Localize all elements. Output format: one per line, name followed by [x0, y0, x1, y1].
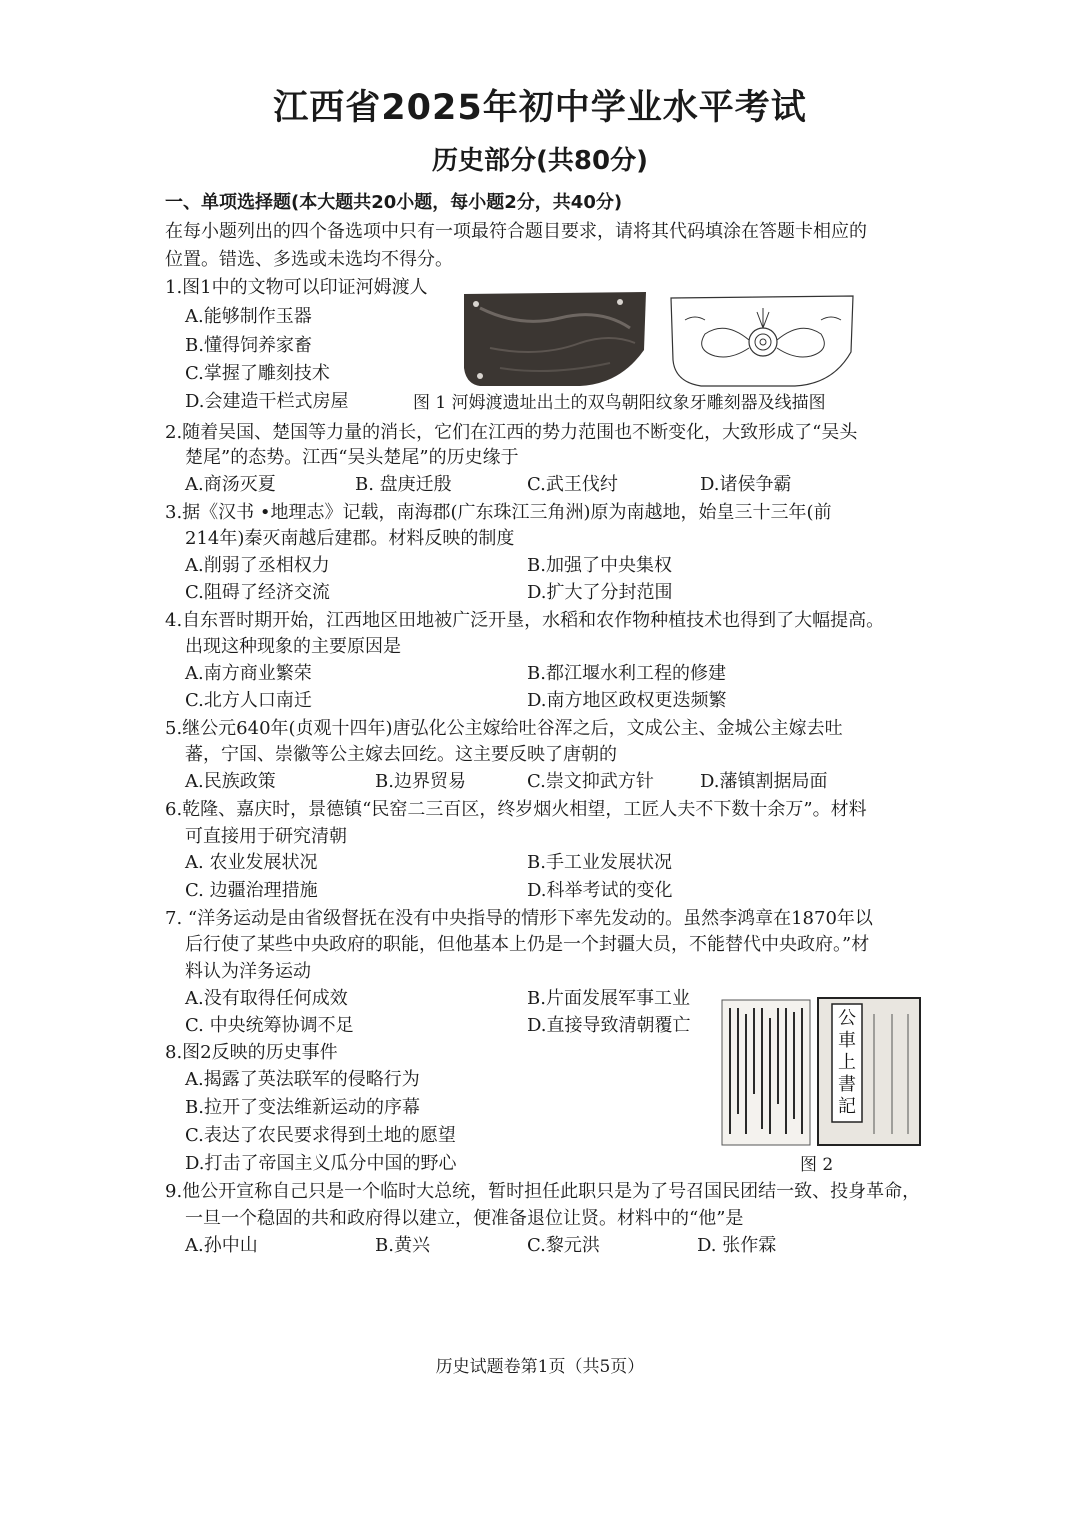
question-2-option-d: D.诸侯争霸 — [700, 474, 792, 495]
book-cover-title-char-4: 書 — [838, 1074, 856, 1095]
question-2-option-b: B. 盘庚迁殷 — [355, 474, 452, 495]
question-9-stem-line-1: 9.他公开宣称自己只是一个临时大总统，暂时担任此职只是为了号召国民团结一致、投身革命， — [165, 1181, 921, 1202]
question-5-option-b: B.边界贸易 — [375, 771, 466, 792]
question-7-stem-line-2: 后行使了某些中央政府的职能，但他基本上仍是一个封疆大员，不能替代中央政府。”材 — [185, 934, 870, 955]
question-9-stem-line-2: 一旦一个稳固的共和政府得以建立，便准备退位让贤。材料中的“他”是 — [185, 1208, 744, 1229]
question-8-option-a: A.揭露了英法联军的侵略行为 — [185, 1069, 420, 1090]
book-cover-title-char-5: 記 — [838, 1096, 856, 1117]
question-7-option-a: A.没有取得任何成效 — [185, 988, 348, 1009]
question-2-option-a: A.商汤灭夏 — [185, 474, 276, 495]
question-8-option-b: B.拉开了变法维新运动的序幕 — [185, 1097, 420, 1118]
memorial-book-image — [714, 994, 924, 1149]
question-6-option-c: C. 边疆治理措施 — [185, 880, 318, 901]
book-cover-title-char-1: 公 — [838, 1008, 856, 1029]
question-7-option-b: B.片面发展军事工业 — [527, 988, 690, 1009]
question-3-stem-line-1: 3.据《汉书 •地理志》记载，南海郡(广东珠江三角洲)原为南越地，始皇三十三年(前 — [165, 502, 832, 523]
question-3-option-d: D.扩大了分封范围 — [527, 582, 673, 603]
exam-subtitle: 历史部分(共80分) — [432, 146, 648, 176]
question-6-option-a: A. 农业发展状况 — [185, 852, 318, 873]
question-4-option-d: D.南方地区政权更迭频繁 — [527, 690, 727, 711]
question-6-option-d: D.科举考试的变化 — [527, 880, 673, 901]
book-cover-title-char-3: 上 — [838, 1052, 856, 1073]
question-9-option-b: B.黄兴 — [375, 1235, 430, 1256]
question-3-option-c: C.阻碍了经济交流 — [185, 582, 330, 603]
question-4-stem-line-1: 4.自东晋时期开始，江西地区田地被广泛开垦，水稻和农作物种植技术也得到了大幅提高。 — [165, 610, 885, 631]
question-9-option-a: A.孙中山 — [185, 1235, 258, 1256]
ivory-carving-photo — [460, 288, 650, 388]
question-8-stem: 8.图2反映的历史事件 — [165, 1042, 338, 1063]
page-footer: 历史试题卷第1页（共5页） — [435, 1357, 645, 1377]
question-8-option-c: C.表达了农民要求得到土地的愿望 — [185, 1125, 456, 1146]
section-heading: 一、单项选择题(本大题共20小题，每小题2分，共40分) — [165, 192, 623, 213]
question-4-option-a: A.南方商业繁荣 — [185, 663, 312, 684]
question-5-option-a: A.民族政策 — [185, 771, 276, 792]
question-1-option-c: C.掌握了雕刻技术 — [185, 363, 330, 384]
question-2-option-c: C.武王伐纣 — [527, 474, 618, 495]
question-5-option-d: D.藩镇割据局面 — [700, 771, 828, 792]
figure-1-caption: 图 1 河姆渡遗址出土的双鸟朝阳纹象牙雕刻器及线描图 — [413, 393, 826, 413]
question-5-option-c: C.崇文抑武方针 — [527, 771, 654, 792]
ivory-carving-line-drawing — [665, 290, 860, 388]
question-3-stem-line-2: 214年)秦灭南越后建郡。材料反映的制度 — [185, 528, 515, 549]
question-9-option-d: D. 张作霖 — [697, 1235, 777, 1256]
question-7-stem-line-1: 7. “洋务运动是由省级督抚在没有中央指导的情形下率先发动的。虽然李鸿章在1870年以 — [165, 908, 873, 929]
question-7-stem-line-3: 料认为洋务运动 — [185, 961, 311, 982]
book-cover-title-char-2: 車 — [838, 1030, 856, 1051]
question-5-stem-line-2: 蕃，宁国、崇徽等公主嫁去回纥。这主要反映了唐朝的 — [185, 744, 617, 765]
instructions-line-1: 在每小题列出的四个备选项中只有一项最符合题目要求，请将其代码填涂在答题卡相应的 — [165, 221, 867, 242]
question-4-option-b: B.都江堰水利工程的修建 — [527, 663, 726, 684]
question-2-stem-line-1: 2.随着吴国、楚国等力量的消长，它们在江西的势力范围也不断变化，大致形成了“吴头 — [165, 422, 858, 443]
question-7-option-c: C. 中央统筹协调不足 — [185, 1015, 354, 1036]
question-2-stem-line-2: 楚尾”的态势。江西“吴头楚尾”的历史缘于 — [185, 447, 519, 468]
question-4-stem-line-2: 出现这种现象的主要原因是 — [185, 636, 401, 657]
question-1-option-b: B.懂得饲养家畜 — [185, 335, 312, 356]
question-1-stem: 1.图1中的文物可以印证河姆渡人 — [165, 277, 428, 298]
question-3-option-a: A.削弱了丞相权力 — [185, 555, 330, 576]
question-6-option-b: B.手工业发展状况 — [527, 852, 672, 873]
question-1-option-d: D.会建造干栏式房屋 — [185, 391, 349, 412]
question-6-stem-line-2: 可直接用于研究清朝 — [185, 826, 347, 847]
figure-2-caption: 图 2 — [800, 1155, 834, 1175]
instructions-line-2: 位置。错选、多选或未选均不得分。 — [165, 249, 453, 270]
question-1-option-a: A.能够制作玉器 — [185, 306, 312, 327]
question-8-option-d: D.打击了帝国主义瓜分中国的野心 — [185, 1153, 457, 1174]
question-9-option-c: C.黎元洪 — [527, 1235, 600, 1256]
question-4-option-c: C.北方人口南迁 — [185, 690, 312, 711]
question-5-stem-line-1: 5.继公元640年(贞观十四年)唐弘化公主嫁给吐谷浑之后，文成公主、金城公主嫁去吐 — [165, 718, 843, 739]
question-3-option-b: B.加强了中央集权 — [527, 555, 672, 576]
question-6-stem-line-1: 6.乾隆、嘉庆时，景德镇“民窑二三百区，终岁烟火相望，工匠人夫不下数十余万”。材料 — [165, 799, 867, 820]
question-7-option-d: D.直接导致清朝覆亡 — [527, 1015, 691, 1036]
exam-title: 江西省2025年初中学业水平考试 — [273, 88, 807, 128]
